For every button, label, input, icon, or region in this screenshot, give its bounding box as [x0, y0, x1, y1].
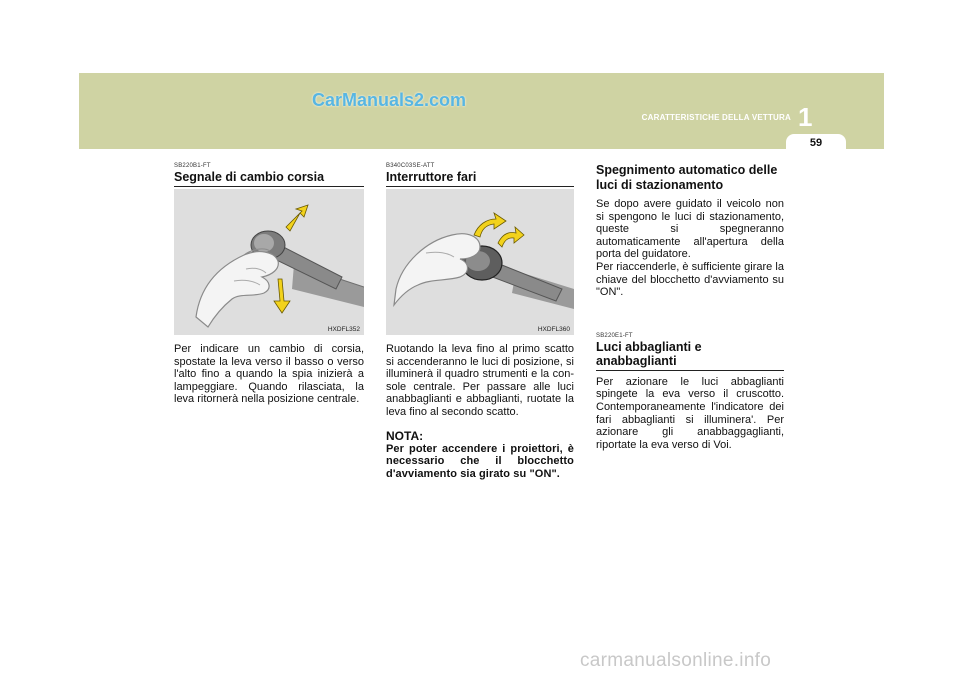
heading-divider — [174, 186, 364, 187]
section-heading: Luci abbaglianti e anabbaglianti — [596, 339, 702, 368]
heading-divider — [596, 370, 784, 371]
note-title: NOTA: — [386, 428, 424, 443]
section-heading: Segnale di cambio corsia — [174, 170, 325, 184]
headlight-switch-illustration — [386, 189, 574, 335]
note-text: Per poter accendere i proiettori, è necessario che il blocchetto d'avviamento sia girato su "ON". — [386, 442, 574, 480]
page-number: 59 — [809, 137, 823, 149]
watermark-bottom[interactable]: carmanualsonline.info — [580, 650, 772, 671]
watermark-top[interactable]: CarManuals2.com — [312, 90, 467, 110]
body-text: Se dopo avere guidato il veicolo non si spengono le luci di stazionamento, queste si spegneranno automaticamente all'apertura della porta del guidatore. — [596, 198, 784, 261]
body-text: Ruotando la leva fino al primo scatto si accenderanno le luci di posizione, si illuminerà il quadro strumenti e la con-sole centrale. Per passare alle luci anabbaglianti e abbaglianti, ruotate la leva fino al secondo scatto. — [386, 343, 574, 418]
headlight-lever-drawing — [386, 189, 574, 335]
section-heading: Spegnimento automatico delle luci di stazionamento — [596, 163, 778, 192]
turn-signal-lever-drawing — [174, 189, 364, 335]
chapter-number: 1 — [798, 102, 813, 132]
section-auto-parking-lights — [596, 163, 784, 451]
chapter-title: CARATTERISTICHE DELLA VETTURA — [641, 113, 791, 122]
heading-divider — [386, 186, 574, 187]
figure-label: HXDFL352 — [327, 326, 360, 333]
turn-signal-illustration — [174, 189, 364, 335]
body-text: Per riaccenderle, è sufficiente girare la chiave del blocchetto d'avviamento su "ON". — [596, 260, 784, 299]
section-headlight-switch — [386, 163, 574, 480]
body-text: Per azionare le luci abbaglianti spingete la eva verso il cruscotto. Contemporaneamente l'indicatore dei fari abbaglianti si illuminera'. Per azionare gli anabbaggaglianti, riportate la eva verso di Voi. — [596, 375, 784, 451]
section-lane-change — [174, 163, 364, 406]
section-high-low-beam — [596, 333, 784, 452]
section-code: SB220B1-FT — [174, 163, 211, 169]
figure-label: HXDFL360 — [537, 326, 570, 333]
body-text: Per indicare un cambio di corsia, spostate la leva verso il basso o verso l'alto fino a quando la spia inizierà a lampeggiare. Quando rilasciata, la leva ritornerà nella posizione centrale. — [174, 343, 364, 406]
section-code: SB220E1-FT — [596, 332, 633, 339]
section-code: B340C03SE-ATT — [386, 163, 435, 169]
section-heading: Interruttore fari — [386, 170, 477, 184]
header-band — [79, 73, 884, 149]
